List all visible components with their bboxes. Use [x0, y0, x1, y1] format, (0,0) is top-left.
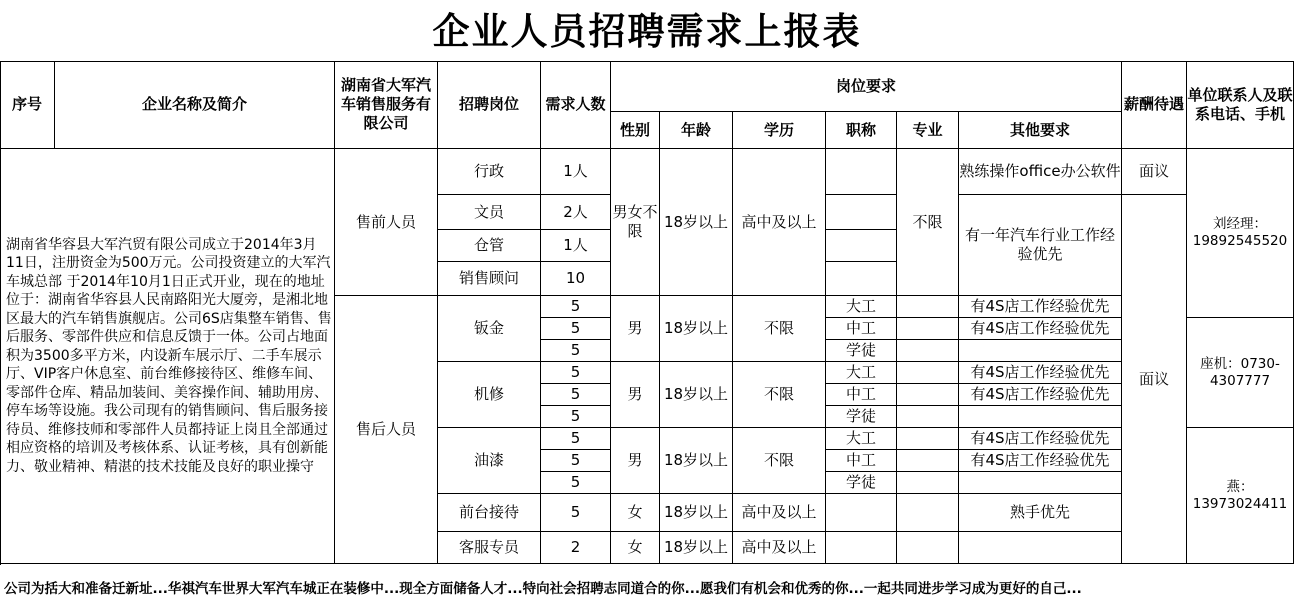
table-outline [0, 61, 1294, 565]
aftersale-education: 不限 [733, 296, 826, 362]
contact-manager: 刘经理：19892545520 [1187, 149, 1294, 318]
aftersale-rank: 大工 [826, 296, 897, 318]
header-seq: 序号 [0, 61, 55, 149]
company-intro: 湖南省华容县大军汽贸有限公司成立于2014年3月11日，注册资金为500万元。公司投资建立的大军汽车城总部 于2014年10月1日正式开业，现在的地址位于：湖南省华容县人民南路阳光大厦旁，是湘北地区最大的汽车销售旗舰店。公司6S店集整车销售、售后服务、零部件供应和信息反馈于一体。公司占地面积为3500多平方米，内设新车展示厅、二手车展示厅、VIP客户休息室、前台维修接待区、维修车间、零部件仓库、精品加装间、美容操作间、辅助用房、停车场等设施。我公司现有的销售顾问、售后服务接待员、维修技师和零部件人员都持证上岗且全部通过相应资格的培训及考核体系、认证考核，具有创新能力、敬业精神、精湛的技术技能及良好的职业操守 [0, 149, 335, 564]
header-position: 招聘岗位 [438, 61, 541, 149]
reception-age: 18岁以上 [660, 494, 733, 532]
reception-position: 前台接待 [438, 494, 541, 532]
contact-yan: 燕：13973024411 [1187, 428, 1294, 564]
header-contact: 单位联系人及联系电话、手机 [1187, 61, 1294, 149]
header-age: 年龄 [660, 112, 733, 149]
aftersale-other: 有4S店工作经验优先 [959, 318, 1122, 340]
presale-other-admin: 熟练操作office办公软件 [959, 149, 1122, 195]
header-gender: 性别 [611, 112, 660, 149]
header-company: 企业名称及简介 [55, 61, 335, 149]
page-title: 企业人员招聘需求上报表 [432, 9, 862, 53]
aftersale-other: 有4S店工作经验优先 [959, 450, 1122, 472]
aftersale-rank: 中工 [826, 318, 897, 340]
aftersale-education: 不限 [733, 428, 826, 494]
presale-count: 1人 [541, 230, 611, 262]
reception-gender: 女 [611, 494, 660, 532]
aftersale-gender: 男 [611, 296, 660, 362]
aftersale-other: 有4S店工作经验优先 [959, 428, 1122, 450]
aftersale-rank: 学徒 [826, 472, 897, 494]
aftersale-rank: 学徒 [826, 406, 897, 428]
service-age: 18岁以上 [660, 532, 733, 564]
aftersale-count: 5 [541, 428, 611, 450]
presale-position: 文员 [438, 195, 541, 230]
aftersale-count: 5 [541, 318, 611, 340]
presale-age: 18岁以上 [660, 149, 733, 296]
aftersale-gender: 男 [611, 362, 660, 428]
presale-salary: 面议 [1122, 149, 1187, 195]
presale-position: 销售顾问 [438, 262, 541, 296]
header-company-name: 湖南省大军汽车销售服务有限公司 [335, 61, 438, 149]
aftersale-age: 18岁以上 [660, 296, 733, 362]
header-other: 其他要求 [959, 112, 1122, 149]
reception-education: 高中及以上 [733, 494, 826, 532]
header-count: 需求人数 [541, 61, 611, 149]
aftersale-other: 有4S店工作经验优先 [959, 362, 1122, 384]
aftersale-gender: 男 [611, 428, 660, 494]
aftersale-rank: 中工 [826, 450, 897, 472]
aftersale-rank: 大工 [826, 362, 897, 384]
presale-position: 仓管 [438, 230, 541, 262]
presale-major: 不限 [897, 149, 959, 296]
reception-other: 熟手优先 [959, 494, 1122, 532]
aftersale-count: 5 [541, 296, 611, 318]
presale-other-shared: 有一年汽车行业工作经验优先 [959, 195, 1122, 296]
aftersale-salary: 面议 [1122, 195, 1187, 564]
aftersale-other: 有4S店工作经验优先 [959, 384, 1122, 406]
service-position: 客服专员 [438, 532, 541, 564]
aftersale-age: 18岁以上 [660, 362, 733, 428]
header-title-rank: 职称 [826, 112, 897, 149]
footer-note: 公司为括大和准备迁新址...华祺汽车世界大军汽车城正在装修中...现全方面储备人才...特向社会招聘志同道合的你...愿我们有机会和优秀的你...一起共同进步学习成为更好的自己... [4, 581, 1082, 597]
reception-count: 5 [541, 494, 611, 532]
presale-education: 高中及以上 [733, 149, 826, 296]
aftersale-other: 有4S店工作经验优先 [959, 296, 1122, 318]
presale-label: 售前人员 [335, 149, 438, 296]
presale-count: 1人 [541, 149, 611, 195]
aftersale-label: 售后人员 [335, 296, 438, 564]
aftersale-position: 油漆 [438, 428, 541, 494]
aftersale-rank: 学徒 [826, 340, 897, 362]
header-requirements: 岗位要求 [611, 61, 1122, 112]
presale-count: 10 [541, 262, 611, 296]
aftersale-position: 机修 [438, 362, 541, 428]
aftersale-education: 不限 [733, 362, 826, 428]
aftersale-count: 5 [541, 384, 611, 406]
aftersale-count: 5 [541, 450, 611, 472]
aftersale-count: 5 [541, 472, 611, 494]
aftersale-count: 5 [541, 406, 611, 428]
presale-position: 行政 [438, 149, 541, 195]
service-gender: 女 [611, 532, 660, 564]
aftersale-count: 5 [541, 362, 611, 384]
aftersale-age: 18岁以上 [660, 428, 733, 494]
aftersale-position: 钣金 [438, 296, 541, 362]
contact-landline: 座机：0730-4307777 [1187, 318, 1294, 428]
aftersale-rank: 中工 [826, 384, 897, 406]
presale-gender: 男女不限 [611, 149, 660, 296]
service-education: 高中及以上 [733, 532, 826, 564]
aftersale-rank: 大工 [826, 428, 897, 450]
aftersale-count: 5 [541, 340, 611, 362]
header-education: 学历 [733, 112, 826, 149]
presale-count: 2人 [541, 195, 611, 230]
service-count: 2 [541, 532, 611, 564]
header-salary: 薪酬待遇 [1122, 61, 1187, 149]
header-major: 专业 [897, 112, 959, 149]
